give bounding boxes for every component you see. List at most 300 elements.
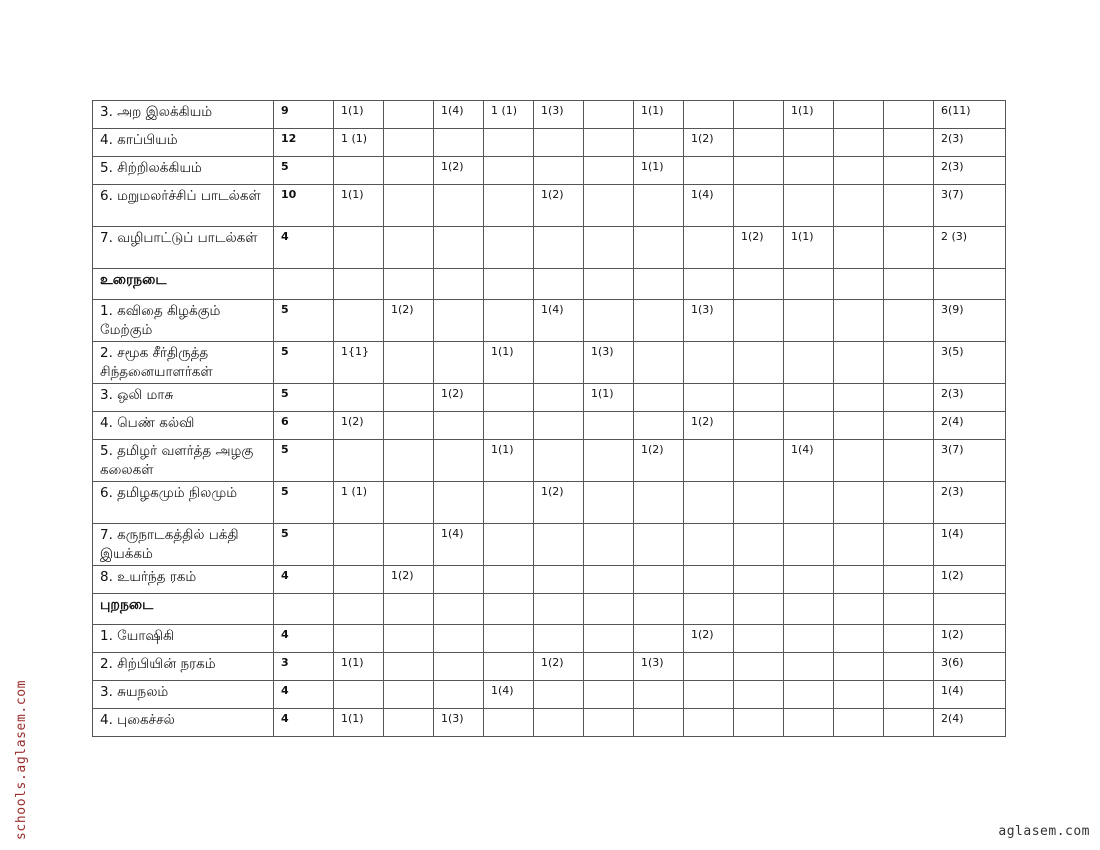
marks-cell [274,594,334,625]
question-cell: 1(4) [784,440,834,482]
question-cell [334,566,384,594]
question-cell [534,524,584,566]
question-cell [384,101,434,129]
question-cell [884,440,934,482]
marks-cell [274,269,334,300]
question-cell [684,157,734,185]
question-cell [684,709,734,737]
total-cell: 3(5) [934,342,1006,384]
question-cell [634,384,684,412]
table-row [93,709,1006,737]
total-cell: 2(4) [934,709,1006,737]
question-cell: 1(2) [384,566,434,594]
lesson-name: 6. தமிழகமும் நிலமும் [93,482,274,524]
question-cell [684,566,734,594]
question-cell [484,384,534,412]
question-cell [634,300,684,342]
lesson-name: 1. கவிதை கிழக்கும் மேற்கும் [93,300,274,342]
question-cell [834,440,884,482]
question-cell: 1(2) [334,412,384,440]
question-cell [334,625,384,653]
question-cell: 1(3) [434,709,484,737]
question-cell: 1(2) [434,384,484,412]
question-cell [384,185,434,227]
question-cell [434,566,484,594]
question-cell [584,709,634,737]
lesson-name: 4. புகைச்சல் [93,709,274,737]
question-cell [734,412,784,440]
question-cell [884,653,934,681]
table-row [93,101,1006,129]
question-cell [534,269,584,300]
lesson-name: 7. வழிபாட்டுப் பாடல்கள் [93,227,274,269]
question-cell [734,129,784,157]
marks-cell: 5 [274,342,334,384]
question-cell [484,157,534,185]
lesson-name: 7. கருநாடகத்தில் பக்தி இயக்கம் [93,524,274,566]
question-cell [684,440,734,482]
question-cell [834,524,884,566]
section-heading-row [93,269,1006,300]
question-cell: 1(1) [634,157,684,185]
question-cell [484,269,534,300]
question-cell [834,566,884,594]
question-cell [384,157,434,185]
question-cell: 1(2) [534,653,584,681]
side-watermark: schools.aglasem.com [14,679,29,840]
table-row [93,384,1006,412]
question-cell [684,482,734,524]
question-cell [884,524,934,566]
question-cell [884,681,934,709]
section-heading: உரைநடை [93,269,274,300]
question-cell [634,185,684,227]
marks-cell: 10 [274,185,334,227]
question-cell [884,129,934,157]
question-cell: 1(1) [784,227,834,269]
question-cell [384,653,434,681]
question-cell [884,625,934,653]
question-cell [634,594,684,625]
question-cell [534,566,584,594]
question-cell [334,594,384,625]
total-cell: 3(7) [934,185,1006,227]
question-cell [784,566,834,594]
question-cell: 1(2) [684,625,734,653]
question-cell [484,653,534,681]
question-cell: 1(2) [384,300,434,342]
question-cell: 1 (1) [484,101,534,129]
question-cell [884,300,934,342]
marks-cell: 5 [274,524,334,566]
question-cell [784,185,834,227]
question-cell [784,384,834,412]
question-cell [834,185,884,227]
question-cell [334,524,384,566]
question-cell [784,342,834,384]
marks-cell: 3 [274,653,334,681]
question-cell [784,524,834,566]
question-cell: 1 (1) [334,129,384,157]
table-row [93,185,1006,227]
question-cell [384,524,434,566]
question-cell [534,129,584,157]
marks-cell: 4 [274,681,334,709]
question-cell [534,681,584,709]
question-cell [684,101,734,129]
question-cell [584,594,634,625]
question-cell [434,440,484,482]
question-cell: 1(1) [334,709,384,737]
question-cell: 1(1) [484,342,534,384]
question-cell [384,594,434,625]
question-cell [584,412,634,440]
lesson-name: 5. சிற்றிலக்கியம் [93,157,274,185]
lesson-name: 3. சுயநலம் [93,681,274,709]
question-cell [834,709,884,737]
question-cell [884,412,934,440]
lesson-name: 1. யோஷிகி [93,625,274,653]
question-cell [384,269,434,300]
marks-cell: 5 [274,300,334,342]
question-cell [884,482,934,524]
marks-cell: 5 [274,440,334,482]
question-cell [734,269,784,300]
question-cell [434,653,484,681]
question-cell [484,412,534,440]
question-cell: 1(1) [784,101,834,129]
question-cell [584,681,634,709]
question-cell [784,157,834,185]
question-cell [834,594,884,625]
question-cell [384,412,434,440]
question-cell [734,709,784,737]
question-cell [834,101,884,129]
question-cell [484,185,534,227]
table-row [93,440,1006,482]
question-cell [534,709,584,737]
question-cell: 1(1) [634,101,684,129]
question-cell [884,342,934,384]
question-cell [584,653,634,681]
section-heading: புறநடை [93,594,274,625]
question-cell [584,440,634,482]
question-cell: 1(1) [334,185,384,227]
question-cell [734,524,784,566]
question-cell [884,157,934,185]
table-body [93,101,1006,737]
marks-cell: 5 [274,482,334,524]
question-cell [884,566,934,594]
question-cell: 1(3) [634,653,684,681]
lesson-name: 8. உயர்ந்த ரகம் [93,566,274,594]
question-cell: 1(1) [484,440,534,482]
question-cell [334,300,384,342]
question-cell [434,185,484,227]
question-cell [484,709,534,737]
question-cell [884,269,934,300]
question-cell [434,594,484,625]
question-cell: 1(2) [684,129,734,157]
question-cell [534,440,584,482]
question-cell [884,384,934,412]
question-cell [634,681,684,709]
table-row [93,300,1006,342]
question-cell [684,594,734,625]
question-cell [434,412,484,440]
question-cell [334,681,384,709]
total-cell: 3(7) [934,440,1006,482]
lesson-name: 2. சிற்பியின் நரகம் [93,653,274,681]
section-heading-row [93,594,1006,625]
lesson-name: 5. தமிழர் வளர்த்த அழகு கலைகள் [93,440,274,482]
lesson-name: 3. ஒலி மாசு [93,384,274,412]
marks-cell: 4 [274,227,334,269]
question-cell [484,227,534,269]
question-cell [684,269,734,300]
table-row [93,412,1006,440]
lesson-name: 4. பெண் கல்வி [93,412,274,440]
lesson-name: 6. மறுமலர்ச்சிப் பாடல்கள் [93,185,274,227]
table-row [93,482,1006,524]
question-cell [634,269,684,300]
lesson-name: 4. காப்பியம் [93,129,274,157]
question-cell [534,625,584,653]
question-cell [584,129,634,157]
question-cell [584,625,634,653]
question-cell [684,524,734,566]
question-cell [784,300,834,342]
question-cell [834,269,884,300]
question-cell [684,227,734,269]
question-cell [634,129,684,157]
question-cell [634,227,684,269]
question-cell [484,566,534,594]
question-cell [534,227,584,269]
question-cell [434,227,484,269]
marks-cell: 12 [274,129,334,157]
marks-cell: 4 [274,566,334,594]
question-cell [734,566,784,594]
marks-cell: 5 [274,157,334,185]
total-cell: 2(3) [934,384,1006,412]
question-cell: 1(1) [334,101,384,129]
question-cell [884,185,934,227]
total-cell: 2(3) [934,157,1006,185]
question-cell [384,384,434,412]
question-cell [734,300,784,342]
question-cell [734,342,784,384]
question-cell [534,157,584,185]
marks-cell: 9 [274,101,334,129]
question-cell [884,594,934,625]
question-cell [584,482,634,524]
question-cell [434,300,484,342]
question-cell: 1(1) [584,384,634,412]
question-cell [884,227,934,269]
corner-watermark: aglasem.com [998,824,1090,839]
table-row [93,653,1006,681]
question-cell: 1{1} [334,342,384,384]
question-cell: 1(2) [734,227,784,269]
question-cell [834,681,884,709]
total-cell: 2(4) [934,412,1006,440]
question-cell: 1(4) [684,185,734,227]
question-cell: 1(2) [534,482,584,524]
total-cell: 1(4) [934,524,1006,566]
question-cell [834,227,884,269]
question-cell [334,157,384,185]
table-row [93,129,1006,157]
question-cell [634,482,684,524]
total-cell: 1(2) [934,625,1006,653]
question-cell [734,681,784,709]
question-cell [784,482,834,524]
table-row [93,681,1006,709]
question-cell [784,625,834,653]
question-cell: 1(2) [534,185,584,227]
total-cell: 1(2) [934,566,1006,594]
question-cell: 1(4) [434,524,484,566]
question-cell [534,412,584,440]
question-cell [634,412,684,440]
question-cell [384,482,434,524]
total-cell: 3(6) [934,653,1006,681]
question-cell [734,157,784,185]
question-cell [884,709,934,737]
question-cell [684,653,734,681]
question-cell [734,625,784,653]
question-cell [534,342,584,384]
total-cell: 2(3) [934,482,1006,524]
marks-cell: 4 [274,709,334,737]
question-cell: 1(3) [684,300,734,342]
question-cell [784,129,834,157]
question-cell [384,342,434,384]
table-row [93,227,1006,269]
question-cell [434,482,484,524]
question-cell [684,681,734,709]
question-cell [684,384,734,412]
question-cell [484,482,534,524]
question-cell [584,269,634,300]
question-cell [384,681,434,709]
question-cell [434,129,484,157]
table-row [93,566,1006,594]
question-cell [834,412,884,440]
marks-cell: 5 [274,384,334,412]
question-cell [334,269,384,300]
question-cell [734,653,784,681]
question-cell [784,412,834,440]
question-cell [834,342,884,384]
question-cell [734,101,784,129]
table-row [93,342,1006,384]
question-cell [434,342,484,384]
question-cell [634,709,684,737]
question-cell [384,440,434,482]
question-cell [734,440,784,482]
question-cell: 1(4) [434,101,484,129]
question-cell [384,709,434,737]
total-cell [934,594,1006,625]
table-row [93,524,1006,566]
total-cell: 2 (3) [934,227,1006,269]
total-cell: 3(9) [934,300,1006,342]
question-cell [634,625,684,653]
blueprint-table [92,100,1006,737]
question-cell [434,681,484,709]
question-cell [734,384,784,412]
question-cell: 1(4) [484,681,534,709]
question-cell [534,384,584,412]
question-cell [884,101,934,129]
question-cell [384,227,434,269]
question-cell [384,625,434,653]
question-cell [484,300,534,342]
question-cell [584,227,634,269]
question-cell: 1(2) [684,412,734,440]
question-cell [484,625,534,653]
question-cell [834,384,884,412]
question-cell [734,482,784,524]
question-cell: 1(3) [584,342,634,384]
question-cell [334,227,384,269]
question-cell: 1(3) [534,101,584,129]
question-cell [484,129,534,157]
question-cell [534,594,584,625]
table-row [93,625,1006,653]
question-cell [584,300,634,342]
question-cell [784,594,834,625]
question-cell: 1 (1) [334,482,384,524]
question-cell [584,566,634,594]
question-cell [384,129,434,157]
question-cell [484,594,534,625]
question-cell [784,269,834,300]
question-cell [834,625,884,653]
total-cell: 1(4) [934,681,1006,709]
question-cell [434,625,484,653]
question-cell [334,440,384,482]
question-cell [634,342,684,384]
table-row [93,157,1006,185]
question-cell [584,157,634,185]
question-cell [684,342,734,384]
question-cell [834,300,884,342]
total-cell: 6(11) [934,101,1006,129]
question-cell [584,185,634,227]
marks-cell: 6 [274,412,334,440]
question-cell [784,709,834,737]
question-cell [834,482,884,524]
total-cell [934,269,1006,300]
question-cell [434,269,484,300]
question-cell: 1(2) [434,157,484,185]
question-cell [484,524,534,566]
question-cell [784,681,834,709]
total-cell: 2(3) [934,129,1006,157]
lesson-name: 2. சமூக சீர்திருத்த சிந்தனையாளர்கள் [93,342,274,384]
question-cell [734,185,784,227]
question-cell [834,653,884,681]
marks-cell: 4 [274,625,334,653]
question-cell [584,524,634,566]
question-cell [834,129,884,157]
question-cell: 1(4) [534,300,584,342]
question-cell [634,524,684,566]
question-cell [334,384,384,412]
